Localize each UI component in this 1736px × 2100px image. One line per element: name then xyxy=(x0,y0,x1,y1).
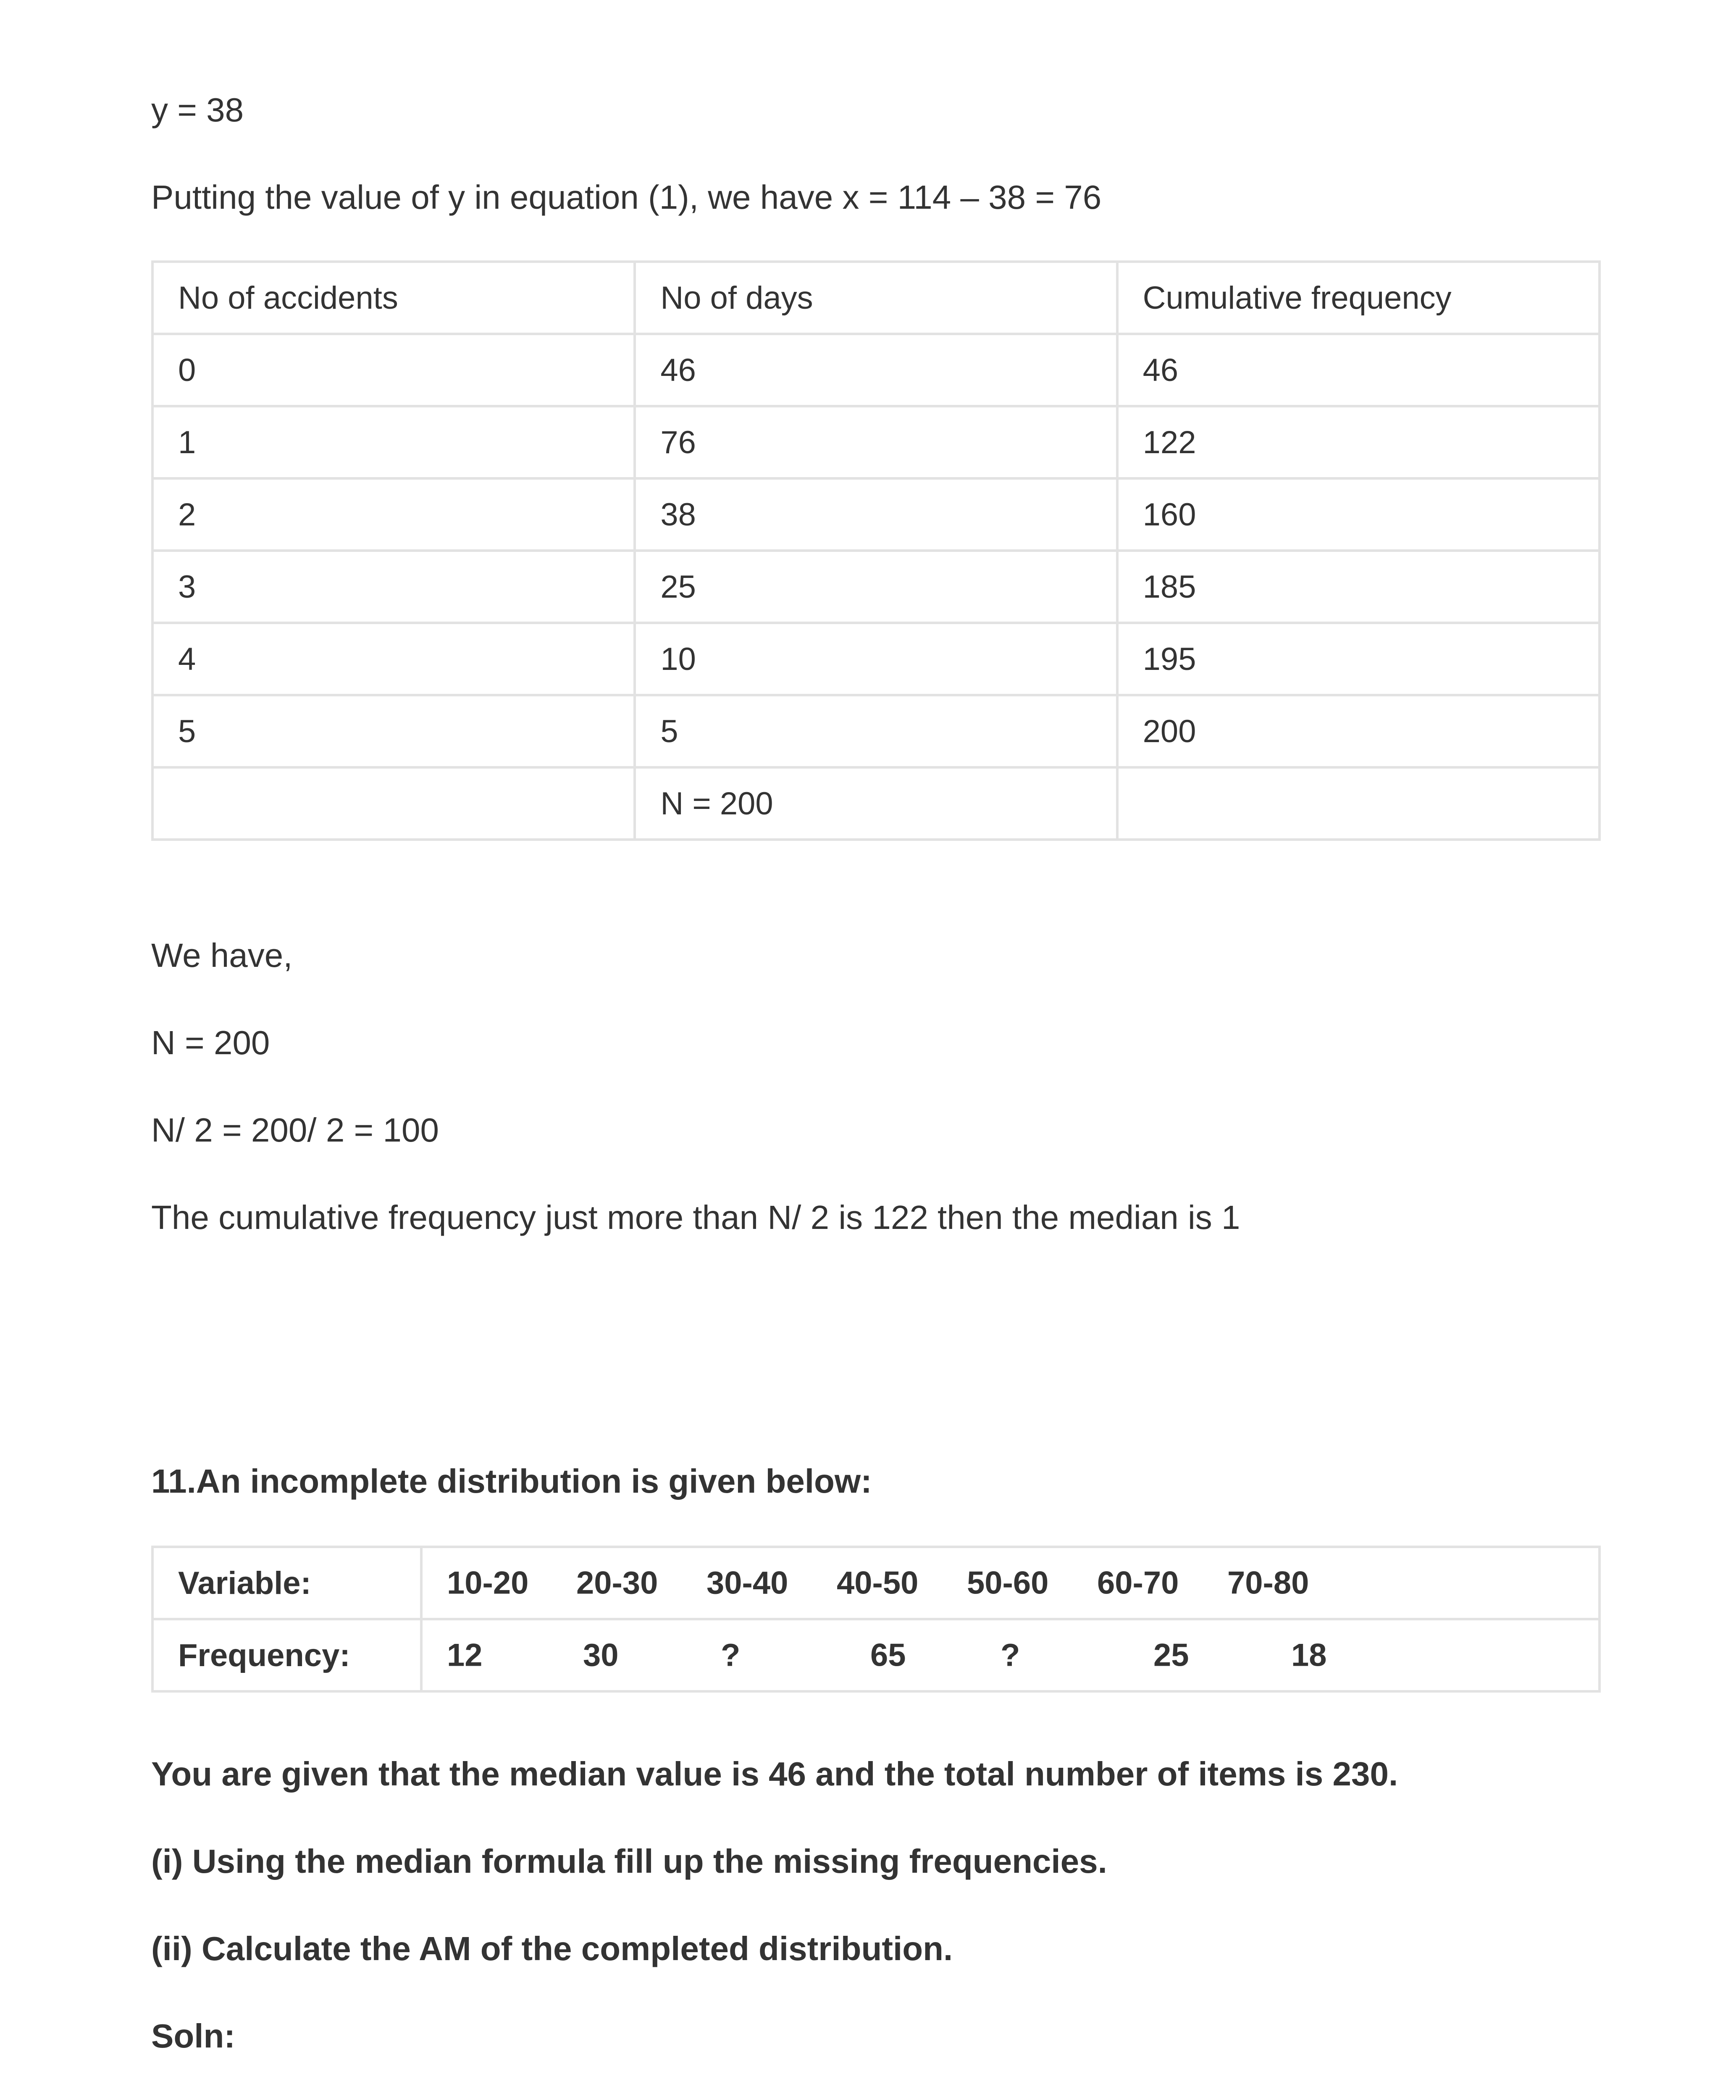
we-have-line: We have, xyxy=(151,937,293,974)
table-header-row xyxy=(152,262,1599,334)
variable-value: 60-70 xyxy=(1097,1565,1179,1601)
table-row xyxy=(152,623,1599,695)
table-row xyxy=(152,478,1599,551)
distribution-table xyxy=(151,1546,1601,1693)
table-cell xyxy=(152,767,635,840)
table-cell: 2 xyxy=(152,478,635,551)
variable-label: Variable: xyxy=(152,1547,421,1619)
n-value-line: N = 200 xyxy=(151,1024,270,1061)
variable-value: 20-30 xyxy=(576,1565,658,1601)
frequency-value: 30 xyxy=(583,1637,619,1673)
variable-row xyxy=(152,1547,1599,1619)
frequency-value: ? xyxy=(721,1637,741,1673)
median-conclusion-line: The cumulative frequency just more than N/ 2 is 122 then the median is 1 xyxy=(151,1199,1240,1236)
question-11-given: You are given that the median value is 46 and the total number of items is 230. xyxy=(151,1755,1398,1793)
table-cell xyxy=(1117,767,1599,840)
table-cell: 200 xyxy=(1117,695,1599,767)
table-total-row xyxy=(152,767,1599,840)
variable-value: 40-50 xyxy=(837,1565,919,1601)
table-cell: 38 xyxy=(635,478,1117,551)
header-cell: No of days xyxy=(635,262,1117,334)
variable-value: 70-80 xyxy=(1227,1565,1309,1601)
question-11-part-i: (i) Using the median formula fill up the missing frequencies. xyxy=(151,1843,1107,1880)
header-cell: Cumulative frequency xyxy=(1117,262,1599,334)
table-row xyxy=(152,551,1599,623)
header-cell: No of accidents xyxy=(152,262,635,334)
frequency-row xyxy=(152,1619,1599,1691)
table-cell: 25 xyxy=(635,551,1117,623)
variable-value: 10-20 xyxy=(447,1565,529,1601)
accidents-table xyxy=(151,260,1601,841)
table-cell: 76 xyxy=(635,406,1117,478)
table-cell: 122 xyxy=(1117,406,1599,478)
table-cell: 160 xyxy=(1117,478,1599,551)
table-cell: N = 200 xyxy=(635,767,1117,840)
n-half-line: N/ 2 = 200/ 2 = 100 xyxy=(151,1111,439,1149)
table-cell: 3 xyxy=(152,551,635,623)
table-row xyxy=(152,695,1599,767)
variable-value: 30-40 xyxy=(706,1565,788,1601)
table-cell: 10 xyxy=(635,623,1117,695)
frequency-label: Frequency: xyxy=(152,1619,421,1691)
table-cell: 5 xyxy=(635,695,1117,767)
question-11-part-ii: (ii) Calculate the AM of the completed distribution. xyxy=(151,1930,953,1967)
frequency-value: 18 xyxy=(1291,1637,1327,1673)
frequency-value: 65 xyxy=(870,1637,906,1673)
frequency-value: ? xyxy=(1001,1637,1020,1673)
variable-values xyxy=(421,1547,1599,1619)
table-cell: 5 xyxy=(152,695,635,767)
frequency-value: 25 xyxy=(1153,1637,1189,1673)
table-cell: 195 xyxy=(1117,623,1599,695)
table-cell: 0 xyxy=(152,334,635,406)
table-cell: 1 xyxy=(152,406,635,478)
table-cell: 46 xyxy=(1117,334,1599,406)
frequency-values xyxy=(421,1619,1599,1691)
solution-heading: Soln: xyxy=(151,2017,235,2055)
table-cell: 46 xyxy=(635,334,1117,406)
substitution-line: Putting the value of y in equation (1), we have x = 114 – 38 = 76 xyxy=(151,178,1102,216)
question-11-title: 11.An incomplete distribution is given below: xyxy=(151,1462,872,1500)
y-value-line: y = 38 xyxy=(151,91,244,129)
table-row xyxy=(152,334,1599,406)
frequency-value: 12 xyxy=(447,1637,483,1673)
table-row xyxy=(152,406,1599,478)
variable-value: 50-60 xyxy=(967,1565,1049,1601)
table-cell: 185 xyxy=(1117,551,1599,623)
table-cell: 4 xyxy=(152,623,635,695)
